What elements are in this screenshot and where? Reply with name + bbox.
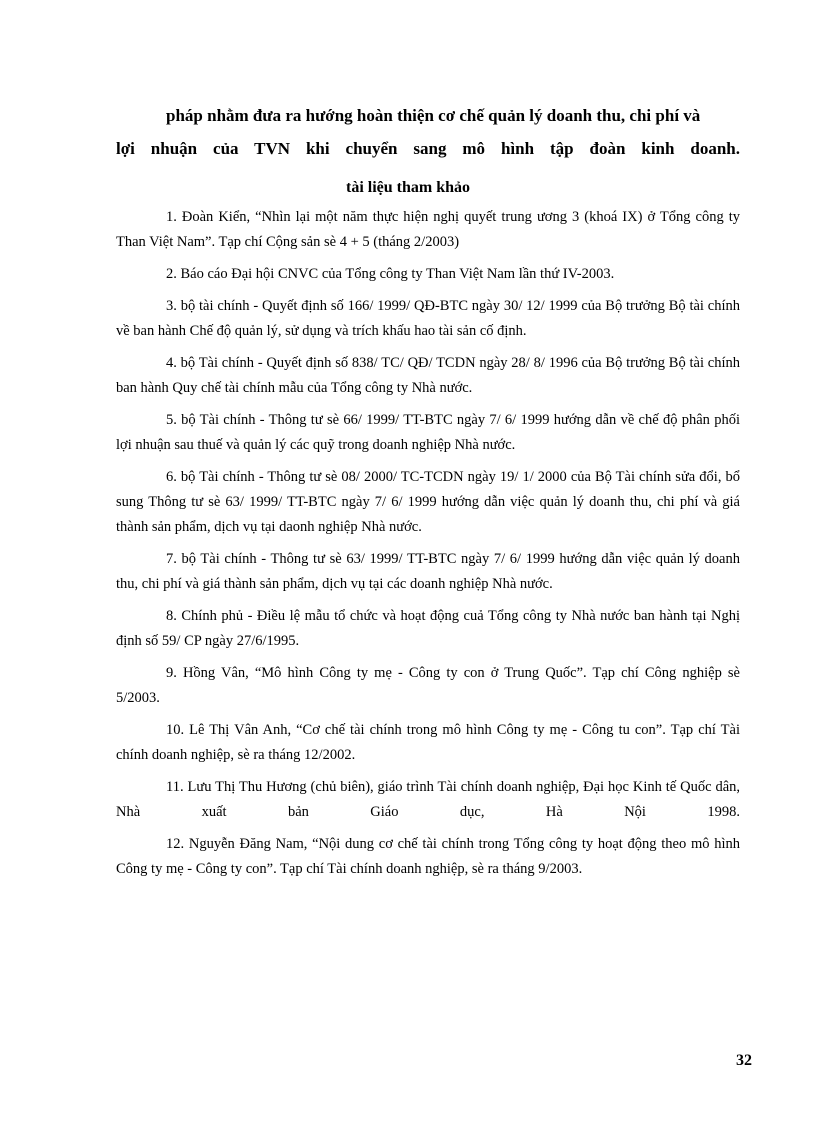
reference-item-11: 11. Lưu Thị Thu Hương (chủ biên), giáo trình Tài chính doanh nghiệp, Đại học Kinh tế Quốc dân, Nhà xuất bản Giáo dục, Hà Nội 1998. <box>116 779 740 820</box>
reference-item-3: 3. bộ tài chính - Quyết định số 166/ 1999/ QĐ-BTC ngày 30/ 12/ 1999 của Bộ trưởng Bộ tài chính về ban hành Chế độ quản lý, sử dụng và trích khấu hao tài sản cố định. <box>116 298 740 339</box>
reference-item-9: 9. Hồng Vân, “Mô hình Công ty mẹ - Công ty con ở Trung Quốc”. Tạp chí Công nghiệp sè 5/2003. <box>116 665 740 706</box>
reference-item-8: 8. Chính phủ - Điều lệ mẫu tổ chức và hoạt động cuả Tổng công ty Nhà nước ban hành tại Nghị định số 59/ CP ngày 27/6/1995. <box>116 608 740 649</box>
reference-item-10: 10. Lê Thị Vân Anh, “Cơ chế tài chính trong mô hình Công ty mẹ - Công tu con”. Tạp chí Tài chính doanh nghiệp, sè ra tháng 12/2002. <box>116 722 740 763</box>
reference-item-1: 1. Đoàn Kiển, “Nhìn lại một năm thực hiện nghị quyết trung ương 3 (khoá IX) ở Tổng công ty Than Việt Nam”. Tạp chí Cộng sản sè 4 + 5 (tháng 2/2003) <box>116 209 740 250</box>
intro-line-2: lợi nhuận của TVN khi chuyển sang mô hình tập đoàn kinh doanh. <box>116 139 740 158</box>
page-number: 32 <box>736 1052 752 1069</box>
reference-item-2: 2. Báo cáo Đại hội CNVC của Tổng công ty Than Việt Nam lần thứ IV-2003. <box>166 266 615 282</box>
reference-item-4: 4. bộ Tài chính - Quyết định số 838/ TC/ QĐ/ TCDN ngày 28/ 8/ 1996 của Bộ trưởng Bộ tài chính ban hành Quy chế tài chính mẫu của Tổng công ty Nhà nước. <box>116 355 740 396</box>
reference-item-5: 5. bộ Tài chính - Thông tư sè 66/ 1999/ TT-BTC ngày 7/ 6/ 1999 hướng dẫn về chế độ phân phối lợi nhuận sau thuế và quản lý các quỹ trong doanh nghiệp Nhà nước. <box>116 412 740 453</box>
references-list <box>116 205 740 889</box>
intro-line-1: pháp nhằm đưa ra hướng hoàn thiện cơ chế quản lý doanh thu, chi phí và <box>166 106 701 125</box>
references-heading: tài liệu tham khảo <box>345 179 470 196</box>
reference-item-7: 7. bộ Tài chính - Thông tư sè 63/ 1999/ TT-BTC ngày 7/ 6/ 1999 hướng dẫn việc quản lý doanh thu, chi phí và giá thành sản phẩm, dịch vụ tại các doanh nghiệp Nhà nước. <box>116 551 740 592</box>
reference-item-12: 12. Nguyễn Đăng Nam, “Nội dung cơ chế tài chính trong Tổng công ty hoạt động theo mô hình Công ty mẹ - Công ty con”. Tạp chí Tài chính doanh nghiệp, sè ra tháng 9/2003. <box>116 836 740 877</box>
reference-item-6: 6. bộ Tài chính - Thông tư sè 08/ 2000/ TC-TCDN ngày 19/ 1/ 2000 của Bộ Tài chính sửa đổi, bổ sung Thông tư sè 63/ 1999/ TT-BTC ngày 7/ 6/ 1999 hướng dẫn việc quản lý doanh thu, chi phí và giá thành sản phẩm, dịch vụ tại daonh nghiệp Nhà nước. <box>116 469 740 535</box>
